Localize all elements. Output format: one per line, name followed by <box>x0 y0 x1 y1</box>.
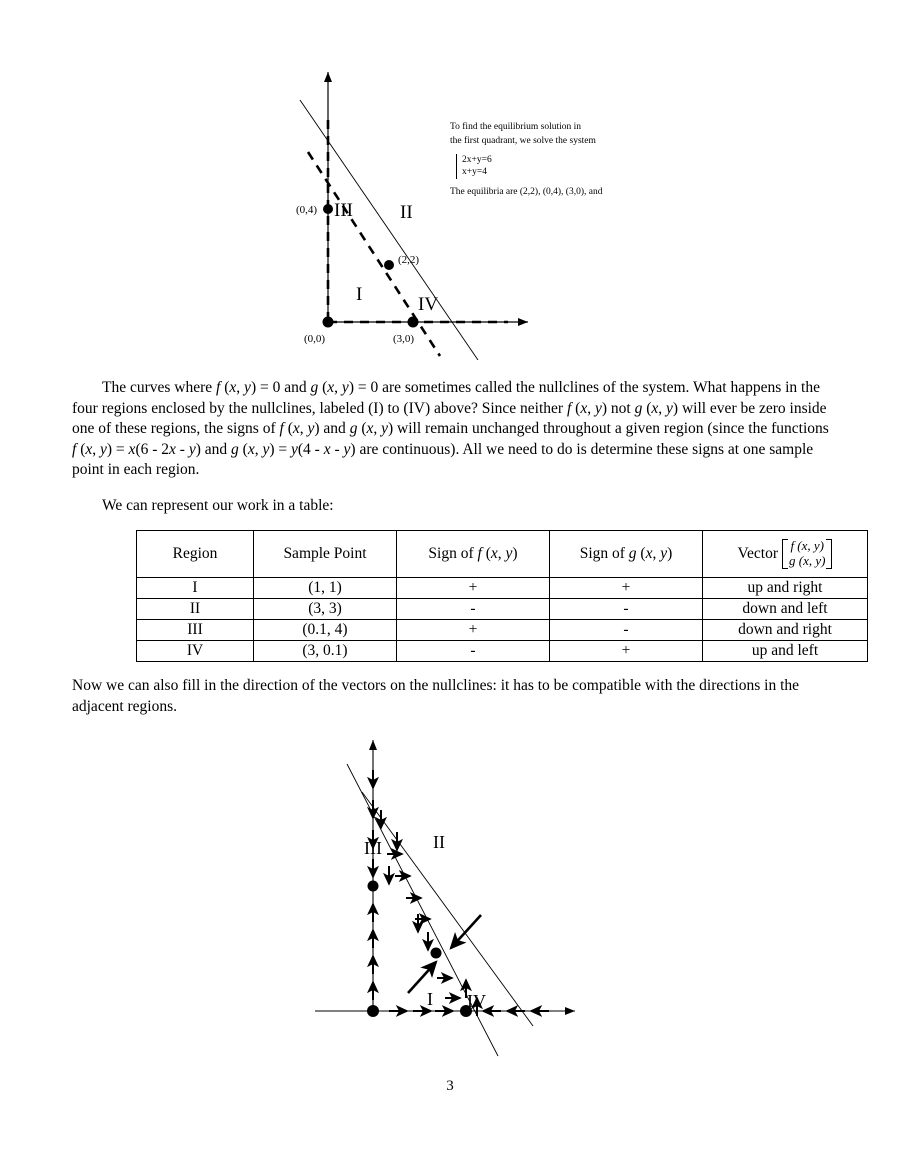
figure1-svg <box>250 60 650 360</box>
label-region-I: I <box>427 989 433 1009</box>
label-region-II: II <box>433 832 445 852</box>
cell-sign-g: + <box>550 577 703 598</box>
cell-sign-f: + <box>397 577 550 598</box>
label-region-III: III <box>334 200 353 221</box>
cell-vector: down and right <box>703 619 868 640</box>
note-system <box>456 154 630 180</box>
cell-sample: (1, 1) <box>254 577 397 598</box>
equilibrium-point-0-0 <box>323 317 334 328</box>
x-axis-arrow <box>565 1007 575 1015</box>
y-axis-arrow <box>369 740 377 750</box>
table-row <box>137 577 868 598</box>
cell-sample: (0.1, 4) <box>254 619 397 640</box>
equilibrium-point-0-4 <box>323 204 333 214</box>
label-point-3-0: (3,0) <box>393 333 415 345</box>
note-conclusion: The equilibria are (2,2), (0,4), (3,0), and <box>450 187 603 198</box>
table-header-row <box>137 531 868 578</box>
cell-sign-g: + <box>550 640 703 661</box>
header-vector-label: Vector <box>737 544 778 562</box>
vector-matrix-row-2: g (x, y) <box>789 552 826 568</box>
system-eq-1: 2x+y=6 <box>462 154 492 165</box>
cell-region: IV <box>137 640 254 661</box>
header-vector <box>703 531 868 578</box>
note-line-2: the first quadrant, we solve the system <box>450 136 596 147</box>
header-sign-g: Sign of g (x, y) <box>550 531 703 578</box>
label-region-IV: IV <box>418 294 439 315</box>
nullcline-g-line <box>362 792 533 1026</box>
table-row <box>137 640 868 661</box>
cell-sample: (3, 0.1) <box>254 640 397 661</box>
label-point-0-4: (0,4) <box>296 204 318 216</box>
page-number: 3 <box>446 1078 454 1094</box>
label-region-II: II <box>400 202 413 223</box>
cell-region: II <box>137 598 254 619</box>
y-axis-arrow <box>324 72 332 82</box>
vector-matrix <box>782 539 832 569</box>
label-region-IV: IV <box>467 991 486 1011</box>
equilibrium-point-2-2 <box>384 260 394 270</box>
vector-matrix-row-1: f (x, y) <box>790 538 824 553</box>
table-row <box>137 619 868 640</box>
figure2-svg <box>285 726 615 1066</box>
cell-region: I <box>137 577 254 598</box>
equilibrium-point-3-0 <box>408 317 419 328</box>
figure-phase-plane-nullclines <box>250 60 650 360</box>
table-row <box>137 598 868 619</box>
signs-table <box>136 530 868 662</box>
label-point-2-2: (2,2) <box>398 254 420 266</box>
cell-vector: down and left <box>703 598 868 619</box>
cell-sign-g: - <box>550 598 703 619</box>
header-sample-point: Sample Point <box>254 531 397 578</box>
paragraph-table-intro: We can represent our work in a table: <box>102 497 334 514</box>
label-region-III: III <box>364 838 382 858</box>
cell-sample: (3, 3) <box>254 598 397 619</box>
header-sign-f: Sign of f (x, y) <box>397 531 550 578</box>
vector-field-nullcline-g <box>381 810 477 1016</box>
cell-sign-f: - <box>397 598 550 619</box>
cell-sign-f: + <box>397 619 550 640</box>
cell-sign-f: - <box>397 640 550 661</box>
cell-region: III <box>137 619 254 640</box>
equilibrium-point-2-2 <box>431 948 442 959</box>
label-region-I: I <box>356 284 363 305</box>
equilibrium-point-0-0 <box>367 1005 379 1017</box>
header-region: Region <box>137 531 254 578</box>
system-eq-2: x+y=4 <box>462 167 487 178</box>
signs-table-wrapper <box>136 530 868 662</box>
equilibrium-point-0-4 <box>368 881 379 892</box>
label-point-0-0: (0,0) <box>304 333 326 345</box>
note-line-1: To find the equilibrium solution in <box>450 122 582 132</box>
x-axis-arrow <box>518 318 528 326</box>
paragraph-nullclines-explanation: The curves where f (x, y) = 0 and g (x, y) = 0 are sometimes called the nullclines of the system. What happens in the four regions enclosed by the nullclines, labeled (I) to (IV) above? Since neither f (x, y) not g (x, y) will ever be zero inside one of these regions, the signs of f (x, y) and g (x, y) will remain unchanged throughout a given region (since the functions f (x, y) = x(6 - 2x - y) and g (x, y) = y(4 - x - y) are continuous). All we need to do is determine these signs at one sample point in each region. <box>72 379 829 479</box>
figure1-annotation <box>450 120 630 199</box>
figure-phase-plane-with-vectors <box>285 726 615 1066</box>
cell-vector: up and left <box>703 640 868 661</box>
paragraph-vector-directions: Now we can also fill in the direction of the vectors on the nullclines: it has to be compatible with the directions in the adjacent regions. <box>72 677 800 715</box>
cell-sign-g: - <box>550 619 703 640</box>
cell-vector: up and right <box>703 577 868 598</box>
